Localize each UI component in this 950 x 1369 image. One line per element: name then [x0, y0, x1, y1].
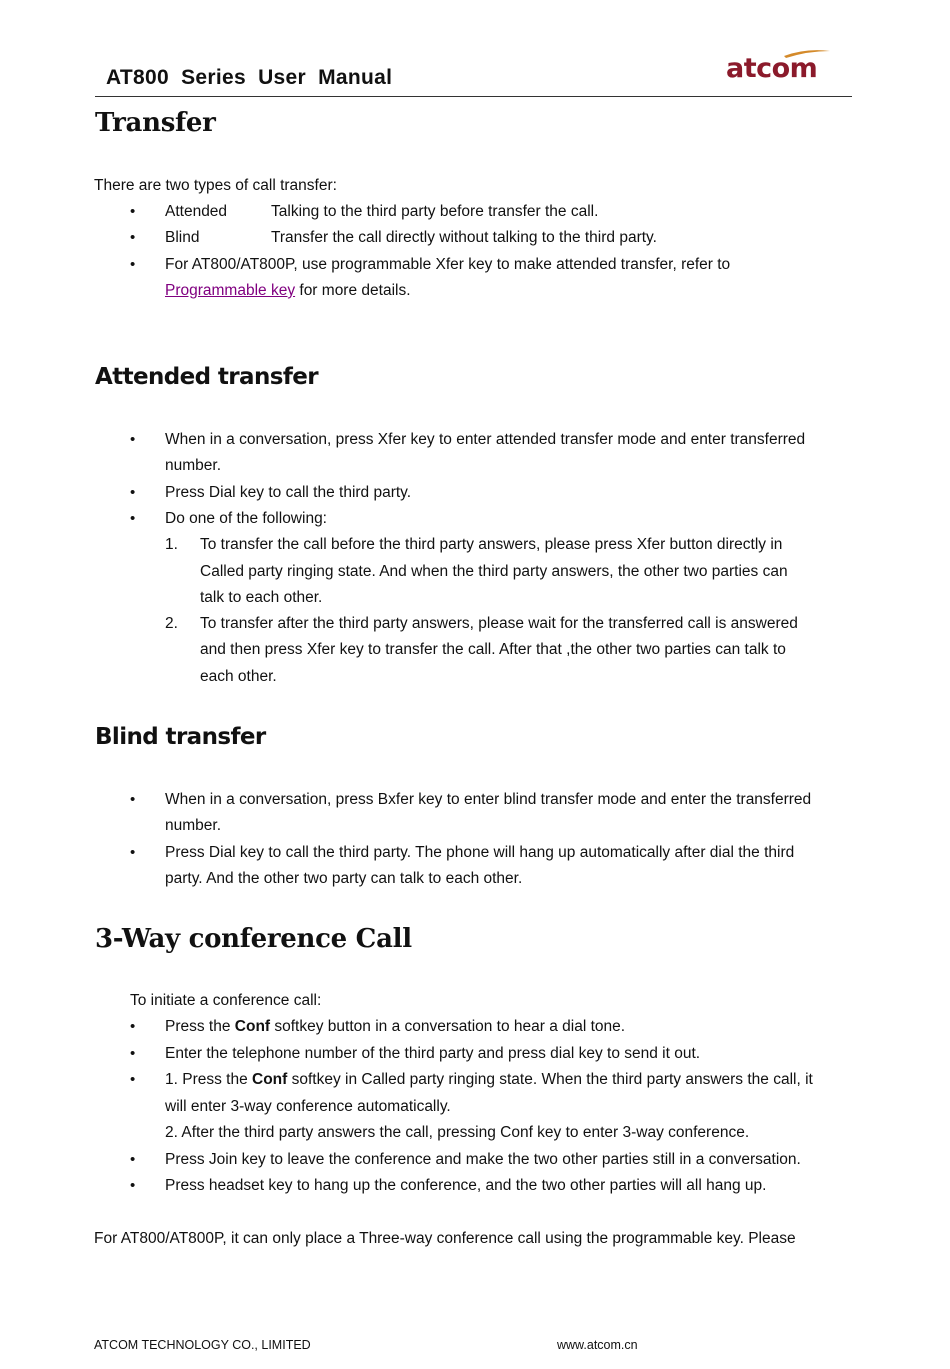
list-number: 2.: [165, 615, 178, 632]
bullet: •: [130, 1018, 136, 1035]
xfer-note: For AT800/AT800P, use programmable Xfer key to make attended transfer, refer to: [165, 256, 731, 273]
bullet: •: [130, 1177, 136, 1194]
conf-softkey-label: Conf: [252, 1071, 288, 1088]
bullet: •: [130, 791, 136, 808]
transfer-type-term: Blind: [165, 229, 200, 246]
attended-step: When in a conversation, press Xfer key to enter attended transfer mode and enter transferred: [165, 431, 806, 448]
bullet: •: [130, 510, 136, 527]
attended-option-cont: and then press Xfer key to transfer the call. After that ,the other two parties can talk to: [200, 641, 786, 658]
heading-transfer: Transfer: [95, 108, 216, 138]
conference-closing: For AT800/AT800P, it can only place a Three-way conference call using the programmable key. Please: [94, 1230, 796, 1247]
attended-option-cont: talk to each other.: [200, 589, 323, 606]
transfer-intro: There are two types of call transfer:: [94, 177, 337, 194]
conference-step: Press the Conf softkey button in a conversation to hear a dial tone.: [165, 1018, 626, 1035]
conference-step: Enter the telephone number of the third party and press dial key to send it out.: [165, 1045, 701, 1062]
conference-intro: To initiate a conference call:: [130, 992, 322, 1009]
bullet: •: [130, 256, 136, 273]
blind-step-cont: number.: [165, 817, 222, 834]
bullet: •: [130, 431, 136, 448]
conference-step: Press Join key to leave the conference and make the two other parties still in a conversation.: [165, 1151, 801, 1168]
transfer-type-desc: Transfer the call directly without talking to the third party.: [271, 229, 657, 246]
attended-option: To transfer the call before the third party answers, please press Xfer button directly in: [200, 536, 783, 553]
attended-step-cont: number.: [165, 457, 222, 474]
bullet: •: [130, 1045, 136, 1062]
conference-step: 1. Press the Conf softkey in Called party ringing state. When the third party answers the call, it: [165, 1071, 813, 1088]
bullet: •: [130, 1071, 136, 1088]
transfer-type-term: Attended: [165, 203, 228, 220]
bullet: •: [130, 484, 136, 501]
list-number: 1.: [165, 536, 178, 553]
xfer-note-tail: for more details.: [295, 282, 411, 299]
heading-attended-transfer: Attended transfer: [95, 364, 318, 390]
header-divider: [95, 96, 852, 97]
attended-option-cont: each other.: [200, 668, 277, 685]
manual-title: AT800 Series User Manual: [106, 66, 393, 89]
xfer-note-cont: [165, 278, 411, 304]
transfer-type-desc: Talking to the third party before transfer the call.: [271, 203, 599, 220]
blind-step-cont: party. And the other two party can talk to each other.: [165, 870, 523, 887]
blind-step: Press Dial key to call the third party. The phone will hang up automatically after dial the third: [165, 844, 795, 861]
conference-step: Press headset key to hang up the conference, and the two other parties will all hang up.: [165, 1177, 767, 1194]
bullet: •: [130, 1151, 136, 1168]
bullet: •: [130, 203, 136, 220]
attended-option-cont: Called party ringing state. And when the third party answers, the other two parties can: [200, 563, 788, 580]
atcom-logo: [726, 46, 834, 84]
conf-softkey-label: Conf: [234, 1018, 271, 1035]
attended-step: Do one of the following:: [165, 510, 327, 527]
heading-3way-conference: 3-Way conference Call: [95, 924, 412, 954]
bullet: •: [130, 229, 136, 246]
footer-website: www.atcom.cn: [557, 1338, 638, 1352]
logo-text: atcom: [726, 53, 818, 84]
conference-step-cont: 2. After the third party answers the call, pressing Conf key to enter 3-way conference.: [165, 1124, 750, 1141]
attended-step: Press Dial key to call the third party.: [165, 484, 412, 501]
attended-option: To transfer after the third party answers, please wait for the transferred call is answered: [200, 615, 798, 632]
bullet: •: [130, 844, 136, 861]
programmable-key-link[interactable]: Programmable key: [165, 282, 296, 299]
footer-company: ATCOM TECHNOLOGY CO., LIMITED: [94, 1338, 311, 1352]
conference-step-cont: will enter 3-way conference automatically.: [165, 1098, 451, 1115]
blind-step: When in a conversation, press Bxfer key to enter blind transfer mode and enter the transferred: [165, 791, 812, 808]
heading-blind-transfer: Blind transfer: [95, 724, 266, 750]
